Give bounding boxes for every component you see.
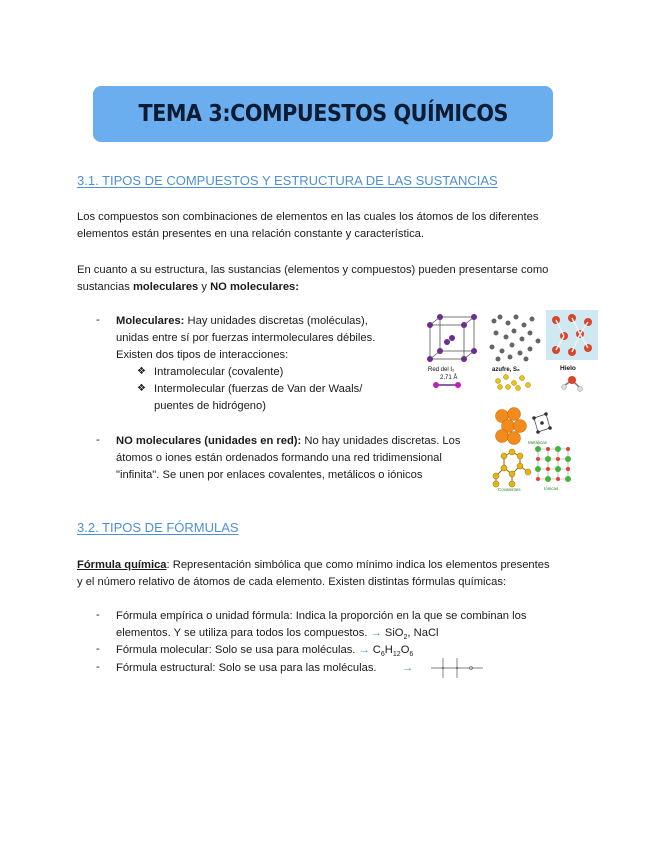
diamond-bullet-icon: ❖	[137, 366, 146, 377]
intro-line-1: Los compuestos son combinaciones de elementos en las cuales los átomos de los diferentes	[77, 211, 539, 223]
arrow-icon: →	[358, 644, 370, 656]
bullet-dash: -	[96, 314, 100, 326]
covalent-label: Covalentes	[498, 487, 521, 492]
iodine-label: Red del I₂	[428, 367, 455, 373]
bullet-dash: -	[96, 661, 100, 673]
bullet-dash: -	[96, 434, 100, 446]
bullet-dash: -	[96, 643, 100, 655]
metallic-lattice-image	[494, 406, 556, 446]
arrow-icon: →	[370, 627, 382, 639]
structural-formula-image	[427, 654, 489, 684]
ionic-label: Iónicas	[544, 486, 559, 491]
intermolecular-item: Intermolecular (fuerzas de Van der Waals/ puentes de hidrógeno)	[154, 383, 363, 412]
molecular-bullet: Moleculares: Hay unidades discretas (moléculas), unidas entre sí por fuerzas intermoleculares débiles. Existen dos tipos de interacciones:	[116, 315, 376, 361]
formula-definition	[77, 557, 577, 591]
section-heading-3-2: 3.2. TIPOS DE FÓRMULAS	[77, 520, 239, 535]
diamond-bullet-icon: ❖	[137, 383, 146, 394]
structure-paragraph	[77, 262, 577, 296]
definition-line-2: y el número relativo de átomos de cada elemento. Existen distintas fórmulas químicas:	[77, 576, 507, 588]
arrow-icon: →	[402, 662, 414, 674]
ionic-lattice-image	[534, 443, 572, 493]
ice-lattice-image	[546, 310, 598, 398]
iodine-lattice-image	[424, 313, 482, 391]
sulfur-label: azufre, S₈	[492, 367, 520, 373]
nonmolecular-bullet: NO moleculares (unidades en red): No hay unidades discretas. Los átomos o iones están ordenados formando una red tridimensional "infinita". Se unen por enlaces covalentes, metálicos o iónicos	[116, 435, 461, 481]
page-title: TEMA 3:COMPUESTOS QUÍMICOS	[138, 101, 508, 127]
sulfur-crystal-image	[486, 311, 544, 391]
intramolecular-item: Intramolecular (covalente)	[154, 366, 284, 378]
intro-paragraph	[77, 209, 577, 243]
structure-line-1: En cuanto a su estructura, las sustancias (elementos y compuestos) pueden presentarse como	[77, 264, 549, 276]
structure-line-2: sustancias moleculares y NO moleculares:	[77, 281, 299, 293]
empirical-formula-item: Fórmula empírica o unidad fórmula: Indica la proporción en la que se combinan los elementos. Y se utiliza para todos los compuestos. → SiO$_2$, NaCl	[116, 610, 527, 642]
definition-line-1: Fórmula química: Representación simbólica que como mínimo indica los elementos presentes	[77, 559, 550, 571]
bullet-dash: -	[96, 609, 100, 621]
metallic-label: Metálicas	[528, 440, 548, 445]
title-banner	[93, 86, 553, 142]
molecular-formula-item: Fórmula molecular: Solo se usa para moléculas. → $C_6H_{12}O_6$	[116, 644, 414, 659]
iodine-distance: 2,71 Å	[440, 375, 458, 381]
structural-formula-item: Fórmula estructural: Solo se usa para las moléculas.	[116, 662, 377, 674]
intro-line-2: elementos están presentes en una relación constante y característica.	[77, 228, 425, 240]
covalent-network-image	[490, 446, 538, 492]
ice-label: Hielo	[560, 365, 576, 372]
section-heading-3-1: 3.1. TIPOS DE COMPUESTOS Y ESTRUCTURA DE LAS SUSTANCIAS	[77, 173, 498, 188]
